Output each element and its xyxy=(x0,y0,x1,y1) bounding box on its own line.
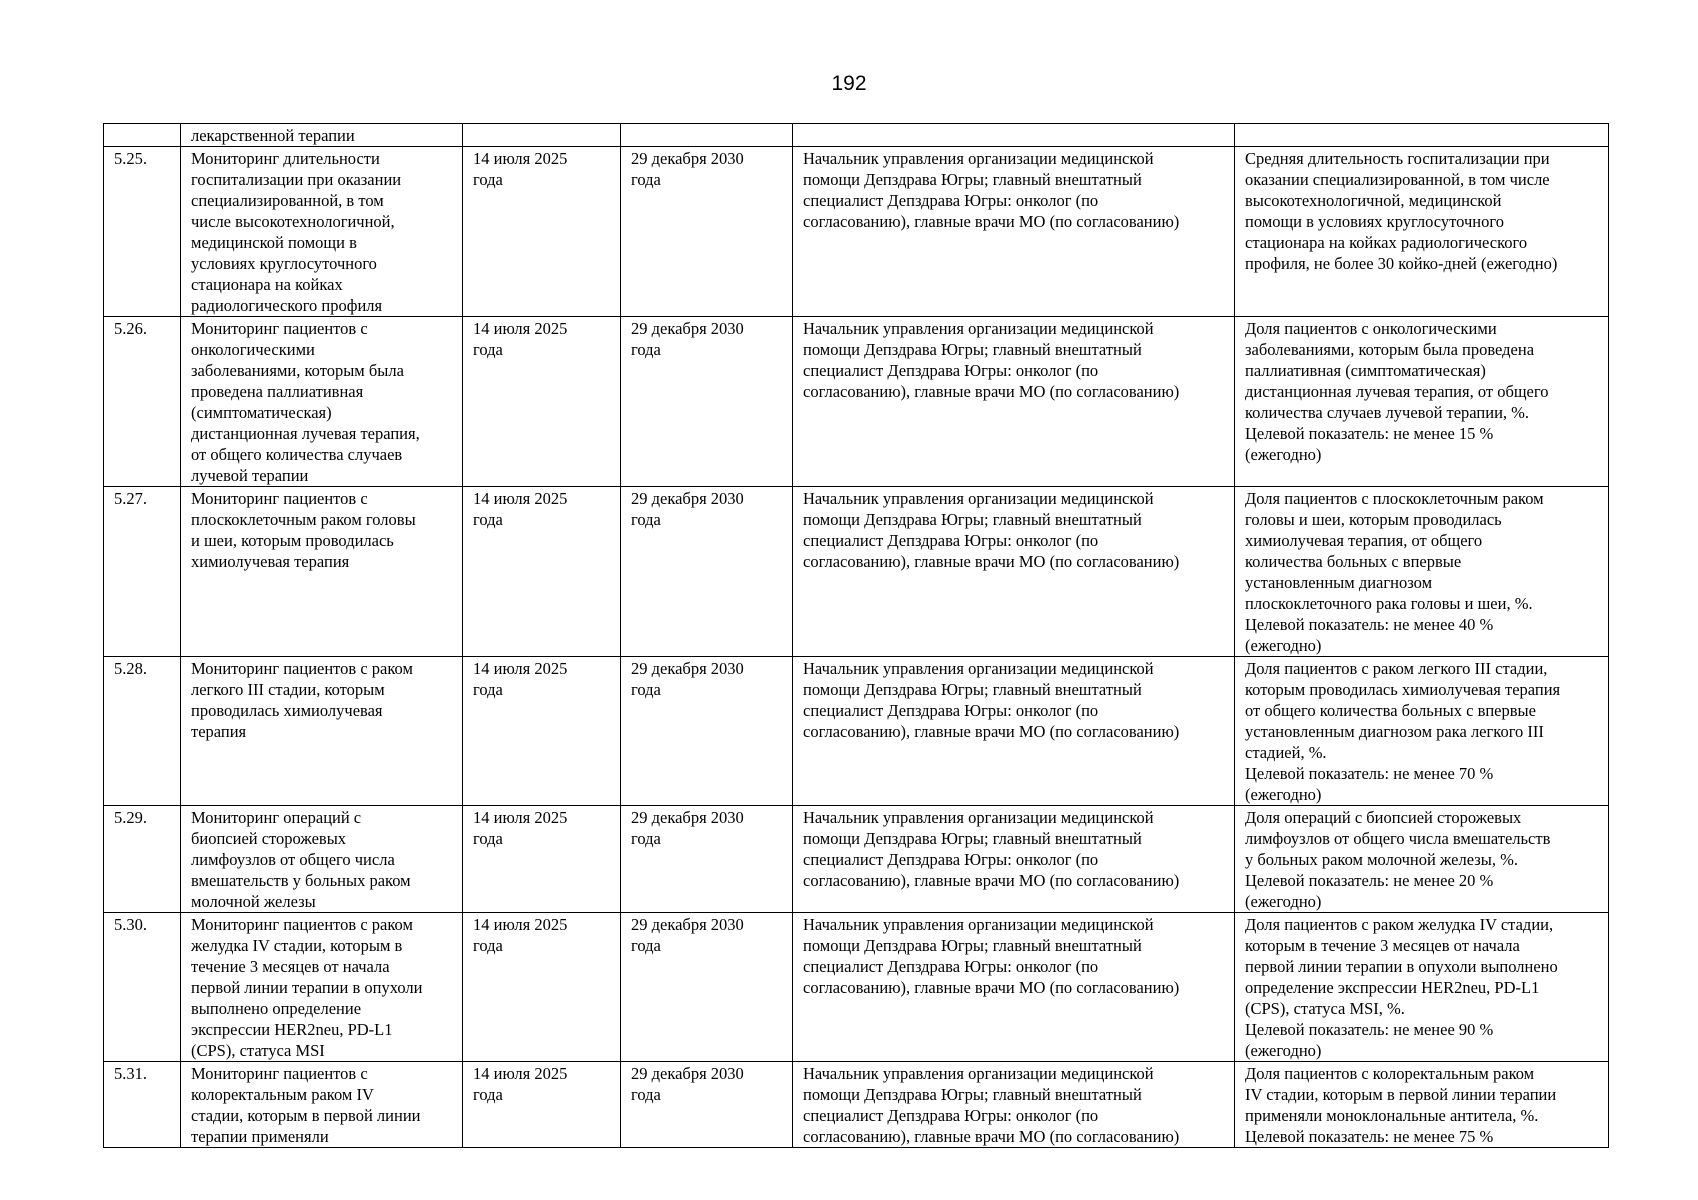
table-row xyxy=(104,317,1609,487)
cell-activity: Мониторинг операций с биопсией сторожевых лимфоузлов от общего числа вмешательств у больных раком молочной железы xyxy=(181,806,463,913)
cell-responsible: Начальник управления организации медицинской помощи Депздрава Югры; главный внештатный специалист Депздрава Югры: онколог (по согласованию), главные врачи МО (по согласованию) xyxy=(793,487,1235,657)
cell-number: 5.28. xyxy=(104,657,181,806)
cell-responsible: Начальник управления организации медицинской помощи Депздрава Югры; главный внештатный специалист Депздрава Югры: онколог (по согласованию), главные врачи МО (по согласованию) xyxy=(793,657,1235,806)
cell-end-date xyxy=(621,124,793,147)
cell-start-date: 14 июля 2025 года xyxy=(463,806,621,913)
cell-end-date: 29 декабря 2030 года xyxy=(621,147,793,317)
table-row xyxy=(104,913,1609,1062)
cell-responsible: Начальник управления организации медицинской помощи Депздрава Югры; главный внештатный специалист Депздрава Югры: онколог (по согласованию), главные врачи МО (по согласованию) xyxy=(793,806,1235,913)
cell-result: Доля пациентов с раком легкого III стадии, которым проводилась химиолучевая терапия от общего количества больных с впервые установленным диагнозом рака легкого III стадией, %. Целевой показатель: не менее 70 % (ежегодно) xyxy=(1235,657,1609,806)
cell-responsible: Начальник управления организации медицинской помощи Депздрава Югры; главный внештатный специалист Депздрава Югры: онколог (по согласованию), главные врачи МО (по согласованию) xyxy=(793,913,1235,1062)
cell-start-date: 14 июля 2025 года xyxy=(463,487,621,657)
cell-number: 5.31. xyxy=(104,1062,181,1148)
cell-start-date: 14 июля 2025 года xyxy=(463,317,621,487)
table-row xyxy=(104,487,1609,657)
cell-result: Доля пациентов с плоскоклеточным раком головы и шеи, которым проводилась химиолучевая терапия, от общего количества больных с впервые установленным диагнозом плоскоклеточного рака головы и шеи, %. Целевой показатель: не менее 40 % (ежегодно) xyxy=(1235,487,1609,657)
cell-activity: Мониторинг пациентов с колоректальным раком IV стадии, которым в первой линии терапии применяли xyxy=(181,1062,463,1148)
cell-responsible: Начальник управления организации медицинской помощи Депздрава Югры; главный внештатный специалист Депздрава Югры: онколог (по согласованию), главные врачи МО (по согласованию) xyxy=(793,317,1235,487)
cell-number xyxy=(104,124,181,147)
cell-responsible: Начальник управления организации медицинской помощи Депздрава Югры; главный внештатный специалист Депздрава Югры: онколог (по согласованию), главные врачи МО (по согласованию) xyxy=(793,1062,1235,1148)
cell-activity: Мониторинг пациентов с раком желудка IV стадии, которым в течение 3 месяцев от начала первой линии терапии в опухоли выполнено определение экспрессии HER2neu, PD-L1 (CPS), статуса MSI xyxy=(181,913,463,1062)
cell-end-date: 29 декабря 2030 года xyxy=(621,1062,793,1148)
page-number: 192 xyxy=(831,72,867,95)
cell-start-date: 14 июля 2025 года xyxy=(463,1062,621,1148)
activities-table xyxy=(103,123,1609,1148)
cell-end-date: 29 декабря 2030 года xyxy=(621,317,793,487)
cell-responsible xyxy=(793,124,1235,147)
cell-end-date: 29 декабря 2030 года xyxy=(621,806,793,913)
cell-result: Доля пациентов с раком желудка IV стадии, которым в течение 3 месяцев от начала первой линии терапии в опухоли выполнено определение экспрессии HER2neu, PD-L1 (CPS), статуса MSI, %. Целевой показатель: не менее 90 % (ежегодно) xyxy=(1235,913,1609,1062)
cell-end-date: 29 декабря 2030 года xyxy=(621,487,793,657)
cell-activity: Мониторинг пациентов с раком легкого III стадии, которым проводилась химиолучевая терапия xyxy=(181,657,463,806)
cell-number: 5.29. xyxy=(104,806,181,913)
cell-end-date: 29 декабря 2030 года xyxy=(621,913,793,1062)
cell-activity: Мониторинг пациентов с плоскоклеточным раком головы и шеи, которым проводилась химиолучевая терапия xyxy=(181,487,463,657)
table-row xyxy=(104,147,1609,317)
table-row xyxy=(104,657,1609,806)
cell-number: 5.25. xyxy=(104,147,181,317)
cell-result: Средняя длительность госпитализации при оказании специализированной, в том числе высокотехнологичной, медицинской помощи в условиях круглосуточного стационара на койках радиологического профиля, не более 30 койко-дней (ежегодно) xyxy=(1235,147,1609,317)
cell-result xyxy=(1235,124,1609,147)
cell-start-date: 14 июля 2025 года xyxy=(463,147,621,317)
cell-number: 5.26. xyxy=(104,317,181,487)
table-row xyxy=(104,124,1609,147)
cell-number: 5.30. xyxy=(104,913,181,1062)
cell-responsible: Начальник управления организации медицинской помощи Депздрава Югры; главный внештатный специалист Депздрава Югры: онколог (по согласованию), главные врачи МО (по согласованию) xyxy=(793,147,1235,317)
cell-result: Доля пациентов с онкологическими заболеваниями, которым была проведена паллиативная (симптоматическая) дистанционная лучевая терапия, от общего количества случаев лучевой терапии, %. Целевой показатель: не менее 15 % (ежегодно) xyxy=(1235,317,1609,487)
cell-result: Доля операций с биопсией сторожевых лимфоузлов от общего числа вмешательств у больных раком молочной железы, %. Целевой показатель: не менее 20 % (ежегодно) xyxy=(1235,806,1609,913)
table-row xyxy=(104,1062,1609,1148)
cell-start-date: 14 июля 2025 года xyxy=(463,913,621,1062)
table-row xyxy=(104,806,1609,913)
cell-activity: лекарственной терапии xyxy=(181,124,463,147)
cell-start-date xyxy=(463,124,621,147)
cell-number: 5.27. xyxy=(104,487,181,657)
cell-activity: Мониторинг пациентов с онкологическими заболеваниями, которым была проведена паллиативная (симптоматическая) дистанционная лучевая терапия, от общего количества случаев лучевой терапии xyxy=(181,317,463,487)
cell-activity: Мониторинг длительности госпитализации при оказании специализированной, в том числе высокотехнологичной, медицинской помощи в условиях круглосуточного стационара на койках радиологического профиля xyxy=(181,147,463,317)
cell-start-date: 14 июля 2025 года xyxy=(463,657,621,806)
cell-result: Доля пациентов с колоректальным раком IV стадии, которым в первой линии терапии применяли моноклональные антитела, %. Целевой показатель: не менее 75 % xyxy=(1235,1062,1609,1148)
cell-end-date: 29 декабря 2030 года xyxy=(621,657,793,806)
